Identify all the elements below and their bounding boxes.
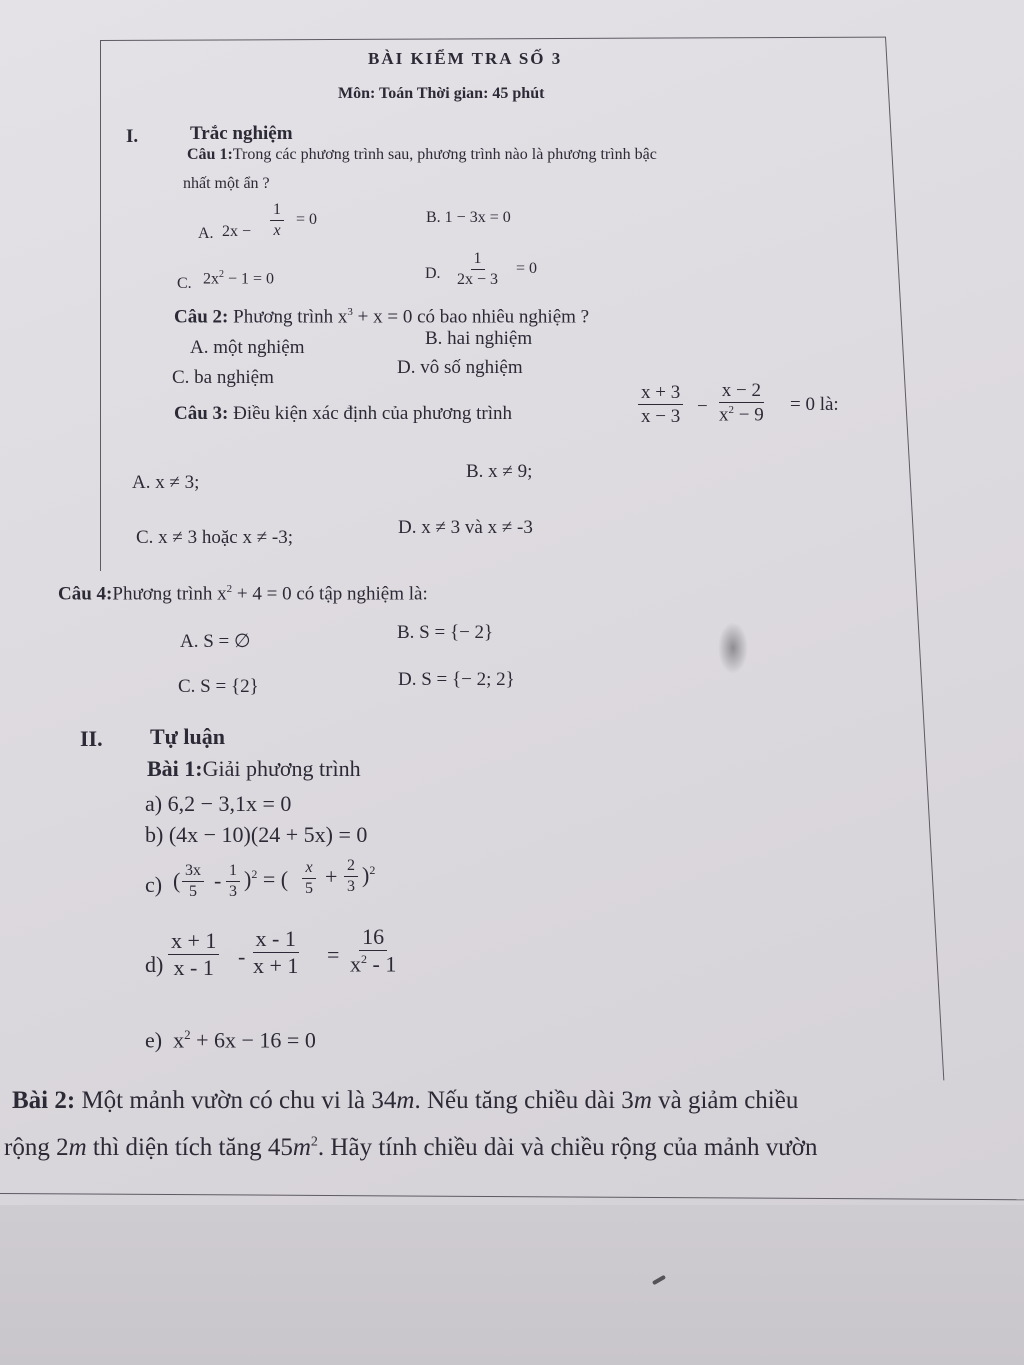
bai2-line-1 [12, 1088, 798, 1113]
q1-text-line1 [187, 147, 657, 163]
section-2-heading: Tự luận [150, 724, 225, 749]
bai2-line1-c: và giảm chiều [651, 1087, 799, 1114]
q3-option-c: C. x ≠ 3 hoặc x ≠ -3; [136, 527, 294, 548]
bai1-item-a: a) 6,2 − 3,1x = 0 [145, 791, 292, 816]
q3-option-a: A. x ≠ 3; [132, 472, 200, 493]
q4-label: Câu 4: [58, 583, 113, 605]
q1-c-base: 2x [203, 270, 219, 288]
q3-question [174, 404, 512, 423]
q4-option-b: B. S = {− 2} [397, 622, 494, 643]
q3-text: Điều kiện xác định của phương trình [233, 403, 513, 424]
exam-subtitle: Môn: Toán Thời gian: 45 phút [338, 85, 545, 102]
q3-fraction-1 [638, 383, 683, 426]
bai1-heading [147, 758, 361, 780]
q4-text-b: + 4 = 0 có tập nghiệm là: [236, 583, 428, 605]
bai1-text: Giải phương trình [202, 756, 361, 781]
bai1-c-close-1: )$^2$ = ( [244, 866, 289, 892]
bai1-c-num-4: 2 [344, 858, 358, 877]
q2-question [174, 307, 589, 326]
bai2-line2-b: thì diện tích tăng 45 [86, 1134, 293, 1161]
q1-d-numerator: 1 [471, 251, 485, 270]
q1-d-denominator: 2x − 3 [457, 271, 499, 288]
paper-lower-edge [0, 1205, 1024, 1365]
q3-f2-den-base: x [719, 404, 729, 426]
bai2-line-2 [4, 1135, 817, 1160]
bai2-line2-a: rộng 2 [4, 1134, 69, 1161]
bai2-unit-exponent: 2 [310, 1134, 318, 1150]
section-2-numeral: II. [80, 726, 103, 751]
bai1-label: Bài 1: [147, 756, 203, 781]
bai1-c-fraction-2 [226, 863, 240, 900]
bai2-line1-a: Một mảnh vườn có chu vi là 34 [81, 1087, 397, 1114]
bai1-d-den-2: x + 1 [253, 953, 299, 978]
bai1-c-den-4: 3 [347, 878, 355, 895]
bai1-item-b: b) (4x − 10)(24 + 5x) = 0 [145, 822, 368, 847]
bai1-c-num-2: 1 [226, 863, 240, 882]
frame-right-line [885, 37, 945, 1080]
smudge-mark [718, 622, 748, 674]
q2-option-c: C. ba nghiệm [172, 367, 274, 388]
bai1-c-den-1: 5 [189, 883, 197, 900]
bai1-d-den-3-base: x [350, 951, 361, 977]
q1-option-d-fraction [454, 251, 501, 288]
q1-option-d-label: D. [425, 265, 441, 282]
q3-option-d: D. x ≠ 3 và x ≠ -3 [398, 517, 533, 538]
bai2-unit-1: m [396, 1087, 415, 1114]
q1-label: Câu 1: [187, 146, 233, 163]
q1-text-line2: nhất một ẩn ? [183, 175, 270, 192]
bai1-d-fraction-1 [168, 930, 219, 979]
bai1-c-num-1: 3x [182, 863, 204, 882]
q1-a-numerator: 1 [270, 202, 284, 221]
bai1-d-equals: = [327, 942, 340, 967]
q2-option-b: B. hai nghiệm [425, 328, 533, 349]
q4-option-a: A. S = ∅ [180, 631, 251, 652]
q2-label: Câu 2: [174, 306, 229, 328]
bai1-d-den-3-rest: - 1 [372, 951, 397, 977]
bai1-d-den-3 [347, 951, 399, 975]
section-1-numeral: I. [126, 126, 139, 147]
bai1-c-fraction-4 [344, 858, 358, 895]
exam-title: BÀI KIỂM TRA SỐ 3 [368, 49, 563, 68]
q3-f1-denominator: x − 3 [641, 406, 681, 427]
q4-exponent: 2 [226, 583, 233, 595]
bai1-e-base: x [173, 1027, 185, 1053]
bai1-d-num-2: x - 1 [253, 928, 299, 953]
section-1-heading: Trắc nghiệm [190, 123, 293, 144]
bai2-line2-c: . Hãy tính chiều dài và chiều rộng của mảnh vườn [317, 1134, 818, 1161]
q3-rhs: = 0 là: [790, 394, 839, 415]
q3-fraction-2 [716, 381, 767, 424]
bai1-c-num-3: x [302, 860, 315, 879]
q3-option-b: B. x ≠ 9; [466, 461, 533, 482]
bai1-d-num-3: 16 [359, 926, 387, 951]
bai2-unit-4: m [292, 1134, 311, 1161]
bai1-d-num-1: x + 1 [168, 930, 219, 955]
q4-option-c: C. S = {2} [178, 676, 259, 697]
bai1-d-fraction-2 [250, 928, 301, 977]
q1-option-a-label: A. [198, 225, 214, 242]
q2-text-a: Phương trình x [233, 306, 348, 328]
bai2-unit-2: m [633, 1087, 652, 1114]
q1-option-b: B. 1 − 3x = 0 [426, 209, 511, 226]
frame-left-line [100, 41, 101, 571]
q2-option-d: D. vô số nghiệm [397, 357, 523, 378]
bai1-e-label: e) [145, 1027, 163, 1053]
q3-f2-denominator [716, 403, 767, 424]
q3-f1-numerator: x + 3 [638, 383, 683, 405]
frame-top-line [100, 37, 886, 42]
q4-option-d: D. S = {− 2; 2} [398, 669, 515, 690]
q3-label: Câu 3: [174, 403, 229, 424]
q1-option-a-rhs: = 0 [296, 211, 318, 228]
q1-c-exponent: 2 [219, 269, 224, 280]
bai1-c-open-paren-1: ( [173, 868, 181, 893]
bai1-item-c-label: c) [145, 872, 163, 897]
bai2-line1-b: . Nếu tăng chiều dài 3 [414, 1087, 634, 1114]
q4-question [58, 584, 428, 603]
q3-minus: − [697, 396, 708, 417]
bai2-label: Bài 2: [12, 1087, 76, 1114]
q2-text-b: + x = 0 có bao nhiêu nghiệm ? [357, 306, 590, 328]
q1-option-c [203, 270, 274, 287]
q4-text-a: Phương trình x [112, 583, 227, 605]
bai1-c-den-2: 3 [229, 883, 237, 900]
bai1-c-fraction-3 [302, 860, 316, 897]
bai1-c-plus: + [325, 864, 338, 889]
bai1-c-den-3: 5 [305, 880, 313, 897]
q3-f2-numerator: x − 2 [719, 381, 764, 403]
bai1-c-minus: - [214, 868, 222, 893]
frame-bottom-line [0, 1193, 1024, 1201]
bai2-unit-3: m [68, 1134, 87, 1161]
q3-f2-den-exponent: 2 [728, 404, 734, 416]
q1-option-a-lhs: 2x − [222, 223, 252, 240]
q1-c-rest: − 1 = 0 [228, 270, 275, 288]
bai1-d-den-3-exp: 2 [361, 952, 367, 966]
bai1-d-den-1: x - 1 [173, 955, 214, 980]
bai1-c-close-2: )$^2$ [362, 862, 376, 888]
q1-option-c-label: C. [177, 275, 192, 292]
q3-f2-den-rest: − 9 [738, 404, 764, 426]
bai1-d-fraction-3 [347, 926, 399, 975]
bai1-c-fraction-1 [182, 863, 204, 900]
q1-a-denominator: x [273, 222, 281, 239]
bai1-e-exponent: 2 [184, 1027, 191, 1042]
q1-text1: Trong các phương trình sau, phương trình nào là phương trình bậc [232, 146, 657, 163]
bai1-item-e [145, 1028, 316, 1051]
q1-option-a-fraction [270, 202, 284, 239]
q1-option-d-rhs: = 0 [516, 260, 538, 277]
bai1-item-d-label: d) [145, 952, 164, 977]
q2-option-a: A. một nghiệm [190, 337, 305, 358]
q2-exponent: 3 [347, 306, 353, 318]
bai1-e-rest: + 6x − 16 = 0 [196, 1027, 316, 1053]
bai1-d-minus: - [238, 944, 246, 969]
